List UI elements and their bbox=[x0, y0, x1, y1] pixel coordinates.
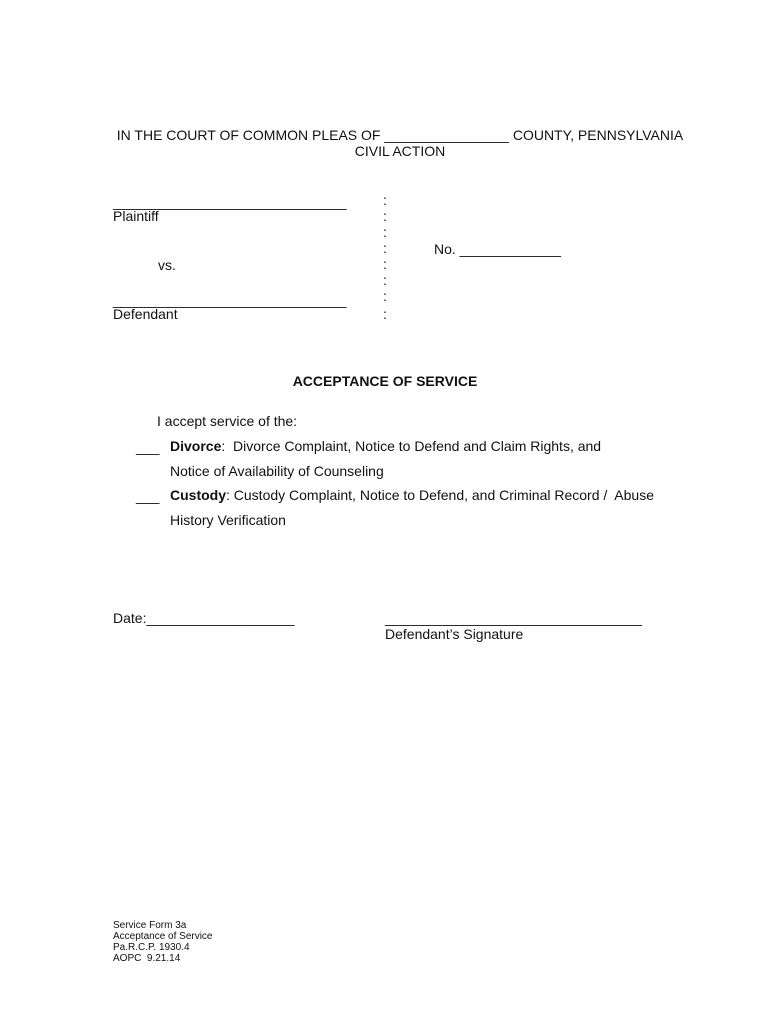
plaintiff-name-blank[interactable]: ______________________________ bbox=[113, 194, 347, 210]
custody-option-line-2: History Verification bbox=[170, 512, 286, 528]
divorce-checkbox-blank[interactable]: ___ bbox=[136, 439, 160, 455]
footer-form-title: Acceptance of Service bbox=[113, 931, 213, 942]
caption-separator: : bbox=[383, 256, 387, 272]
defendant-label: Defendant bbox=[113, 306, 178, 322]
caption-separator: : bbox=[383, 306, 387, 322]
form-title: ACCEPTANCE OF SERVICE bbox=[292, 373, 478, 389]
caption-separator: : bbox=[383, 272, 387, 288]
date-field[interactable]: Date:___________________ bbox=[113, 610, 295, 626]
case-number-field[interactable]: No. _____________ bbox=[434, 241, 561, 257]
footer-version: AOPC 9.21.14 bbox=[113, 953, 181, 964]
versus-label: vs. bbox=[158, 257, 176, 273]
court-heading: IN THE COURT OF COMMON PLEAS OF ________________ COUNTY, PENNSYLVANIA bbox=[116, 127, 684, 143]
custody-option-text: : Custody Complaint, Notice to Defend, and Criminal Record / Abuse bbox=[226, 487, 654, 503]
divorce-option-label: Divorce bbox=[170, 438, 222, 454]
divorce-option-text: : Divorce Complaint, Notice to Defend and Claim Rights, and bbox=[221, 438, 602, 454]
footer-form-number: Service Form 3a bbox=[113, 920, 187, 931]
signature-line[interactable]: _________________________________ bbox=[385, 610, 642, 626]
intro-text: I accept service of the: bbox=[157, 413, 298, 429]
caption-separator: : bbox=[383, 288, 387, 304]
caption-separator: : bbox=[383, 224, 387, 240]
caption-separator: : bbox=[383, 192, 387, 208]
custody-option-line-1 bbox=[170, 487, 654, 503]
defendant-name-blank[interactable]: ______________________________ bbox=[113, 292, 347, 308]
custody-option-label: Custody bbox=[170, 487, 226, 503]
custody-checkbox-blank[interactable]: ___ bbox=[136, 488, 160, 504]
divorce-option-line-1 bbox=[170, 438, 601, 454]
footer-rule-reference: Pa.R.C.P. 1930.4 bbox=[113, 942, 190, 953]
civil-action-heading: CIVIL ACTION bbox=[354, 143, 446, 159]
caption-separator: : bbox=[383, 208, 387, 224]
signature-label: Defendant’s Signature bbox=[385, 626, 524, 642]
plaintiff-label: Plaintiff bbox=[113, 208, 159, 224]
caption-separator: : bbox=[383, 240, 387, 256]
divorce-option-line-2: Notice of Availability of Counseling bbox=[170, 463, 384, 479]
